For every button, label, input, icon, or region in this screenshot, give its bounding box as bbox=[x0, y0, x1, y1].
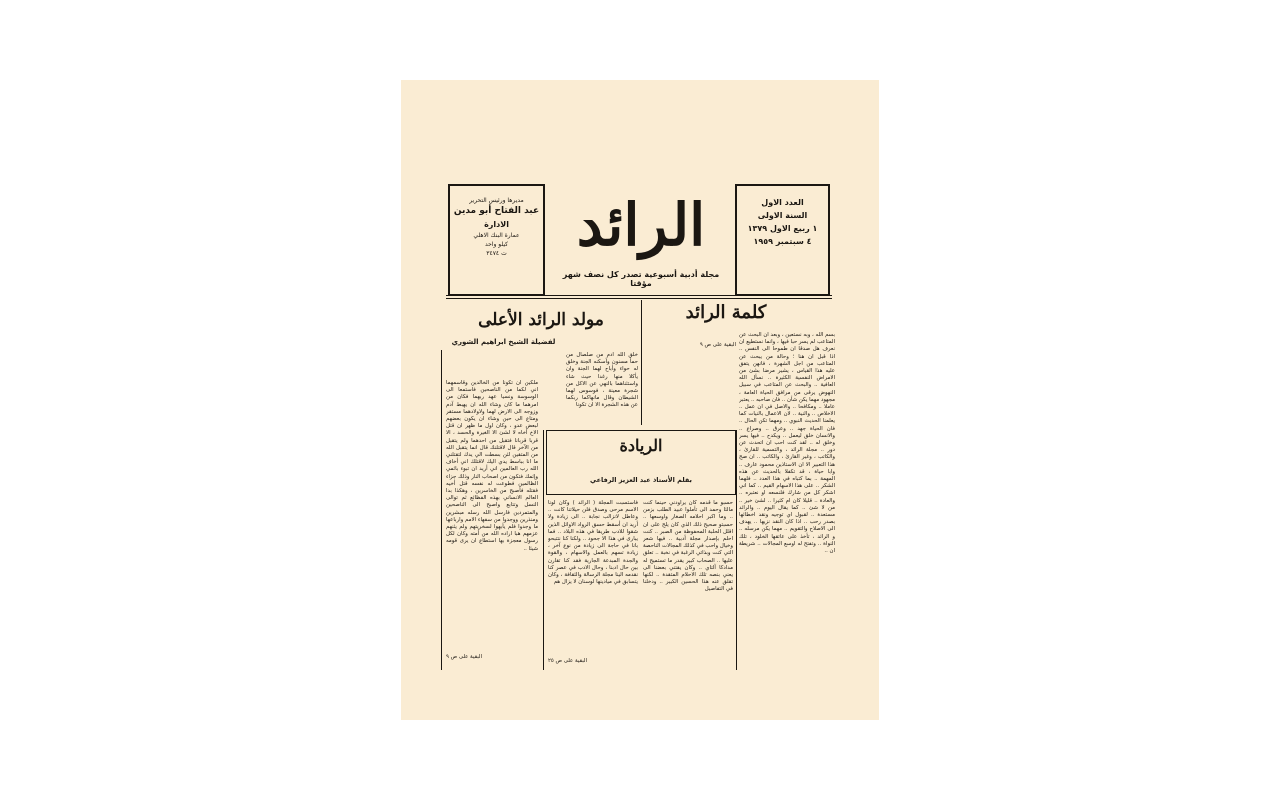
column-divider-right bbox=[736, 430, 737, 670]
issue-number: العدد الاول bbox=[761, 198, 804, 207]
riyada-byline: بقلم الأستاذ عبد العزيز الرفاعي bbox=[590, 476, 692, 484]
newspaper-subtitle: مجلة أدبية أسبوعية تصدر كل نصف شهر مؤقتا bbox=[562, 270, 720, 288]
editorial-body-continued bbox=[646, 342, 736, 427]
administration-location: كيلو واحد bbox=[484, 241, 509, 248]
issue-hijri-date: ١ ربيع الاول ١٣٧٩ bbox=[747, 224, 818, 233]
administration-label: الادارة bbox=[484, 220, 509, 229]
editor-role: مديرها ورئيس التحرير bbox=[469, 197, 524, 204]
prophet-birth-headline: مولد الرائد الأعلى bbox=[478, 310, 604, 330]
prophet-birth-byline: لفضيلة الشيخ ابراهيم الشوري bbox=[451, 338, 556, 346]
issue-info-box bbox=[735, 184, 830, 296]
riyada-headline: الريادة bbox=[619, 436, 663, 455]
masthead-rule-double bbox=[446, 298, 832, 299]
editor-name: عبد الفتاح أبو مدين bbox=[453, 206, 540, 216]
editor-info-box bbox=[448, 184, 545, 296]
prophet-birth-body-col2: خلق الله آدم من صلصال من حمأ مسنون وأسكنه الجنة وخلق له حواء وأباح لهما الجنة وان يأكلا منها رغدا حيث شاء واستثناهما بالنهي عن الاكل من شجرة معينة ، فوسوس لهما الشيطان وقال مانهاكما ربكما عن هذه الشجرة الا ان تكونا bbox=[566, 352, 638, 409]
column-divider-left bbox=[543, 430, 544, 670]
editorial-headline: كلمة الرائد bbox=[685, 302, 767, 323]
issue-year: السنة الاولى bbox=[757, 211, 808, 220]
prophet-birth-body-col1: ملكين ان تكونا من الخالدين وقاسمهما اني لكما من الناصحين فاستمعا الى الوسوسة ونسيا عهد ربهما فكان من امرهما ما كان وشاء الله ان يهبط آدم وزوجه الى الارض لهما ولاولادهما مستقر ومتاع الى حين وشاء ان يكون بعضهم لبعض عدو ، وكان اول ما ظهر ان قتل الاخ أخاه لا لشئ الا الغيرة والحسد ، الا قربا قربانا فتقبل من احدهما ولم يتقبل من الآخر قال لاقتلنك قال انما يتقبل الله من المتقين لئن بسطت الي يدك لتقتلني ما انا بباسط يدي اليك لاقتلك اني أخاف الله رب العالمين اني أريد ان تبوء باثمي وإثمك فتكون من اصحاب النار وذلك جزاء الظالمين فطوعت له نفسه قتل أخيه فقتله فأصبح من الخاسرين ، وهكذا بدا العالم الانساني بهذه الفظائع ثم توالى النسل وتتابع واصبح الى الناصحين والمتمردين فارسل الله رسله مبشرين ومنذرين ووجدوا من سفهاء الامم وارباعها ما وجدوا فلم يأبهوا لسخريتهم ولم يثنهم عزمهم هبا اراده الله من أمته وكان لكل رسول معجزة بها استطاع ان يرى قومه شيئا .. bbox=[446, 380, 538, 552]
newspaper-title: الرائد bbox=[576, 191, 706, 259]
administration-phone: ت ٣٤٧٤ bbox=[486, 250, 507, 257]
column-divider-inner-left bbox=[441, 350, 442, 670]
riyada-continued: البقية على ص ٢٥ bbox=[548, 658, 587, 664]
editorial-body: بسم الله ، وبه نستعين ، وبعد ان البحث عن المتاعب لم يسر حبا فيها ، وانما نستطيع ان نعرف هل صدقا ان طموحا الى النفس .. اذا قبل ان هنا ؛ وحالة من يبحث عن المتاعب من اجل الشهرة ، فانهن يتفق عليه هذا القياس ، يشير مرضا بشئ من الامراض النفسية الكثيرة .. نسأل الله العافية .. والبحث عن المتاعب في سبيل النهوض يرقى من مرافق الحياة العامة ، مجهود مهما يكن شأن .. فان صاحبه .. يعتبر عاملا .. ومكافحا .. والاصل في ان عمل .. الاخلاص .. والنية .. لان الاعمال بالنيات كما يعلمنا الحديث النبوي .. ومهما تكن الحال .. فان الحياة جهد .. وعرق .. وصراع .. والانسان خلق ليعمل .. ويكدح .. فيها يسر وخلق له .. لقد كنت احب ان اتحدث عن دور .. مجلة الرائد ، والتسمية للقارئ ، والكاتب ، وغير القارئ ، والكاتب .. ان صح هذا التعبير الا ان الاستاذين محمود عارف .. وابا حياة ، قد تكفلا بالحديث عن هذه المهمة .. بما كتباه في هذا العدد .. فلهما الشكر .. على هذا الاسهام القيم .. كما اني اشكر كل من شارك فلنسعه او نعتبره .. والعادة .. قليلا كان ام كثيرا .. لشئ خير .. من لا شئ .. كما يقال اليوم .. والرائد مستعدة .. لقبول اي توجيه ونقد اخطائها بصدر رحب .. اذا كان النقد نزيها .. يهدف الى الاصلاح والتقويم .. مهما يكن مرسله .. و الرائد ، تأخذ على عاتقها الخلود ، تلك النواة .. وتفتح له اوسع المجالات .. شريطة ان .. bbox=[739, 332, 835, 555]
masthead-rule bbox=[446, 295, 832, 296]
newspaper-page bbox=[401, 80, 879, 720]
issue-gregorian-date: ٤ سبتمبر ١٩٥٩ bbox=[753, 237, 812, 246]
administration-address: عمارة البنك الاهلي bbox=[473, 232, 520, 239]
prophet-birth-continued: البقية على ص ٩ bbox=[446, 654, 483, 660]
riyada-body-col2: فاستسبت المجلة ( الرائد ) وكان لونا الاسم مرحى وصدق فلن حيلاتنا كانت .. وعاطل لانزالب نجابة .. الى زيادة ولا أريد ان أسقط حسق الرواد الاوائل الذين شقوا للادب طريقا في هذه البلاد .. فما يبارى في هذا الا جحود .. ولكنا كنا نتتبحو بانا في حاجة الى زيادة من نوع آخر ، زيادة تسهم بالعمل والاسهام ، والقوة والجدة المبدعة الجارية فقد كنا تقارن بين حال ادبنا ، وحال الادب في عصر كنا نقدمه الينا مجلة الرسالة والثقافة ، وكان يتسابق في ميادينها لوسنان لا يزال هم bbox=[548, 500, 638, 586]
editorial-continued: البقية على ص ٩ bbox=[699, 342, 736, 348]
column-divider-top bbox=[641, 300, 642, 425]
riyada-body-col1: حسبو ما قدمه كان يراودني حينما كنت مالئا وحمد الى تأملوا عبيد الطلب بزمن .. وما اكبر احلامه الصغار واوسعها .. حسبتو صحيح ذلك الذي كان يلح على ان اقلل الحلبة المحفوظة من الصبر .. كنت احلم بإصدار مجلة أدبية .. فيها شعر وخيال واحب في كذلك المجالات الناحصة التي كنت وبذاتي الرغبة في نخبة .. تعلق عليها .. الصحاب كبير يقدر ما تستميح له مدادكا آلتاي .. وكان يقتني بعضنا الى يعني بنصه تلك الاحلام المتقدة .. لكنها تقلق عنه هذا الحسين الكبير .. ودخلنا في التفاصيل bbox=[643, 500, 733, 593]
